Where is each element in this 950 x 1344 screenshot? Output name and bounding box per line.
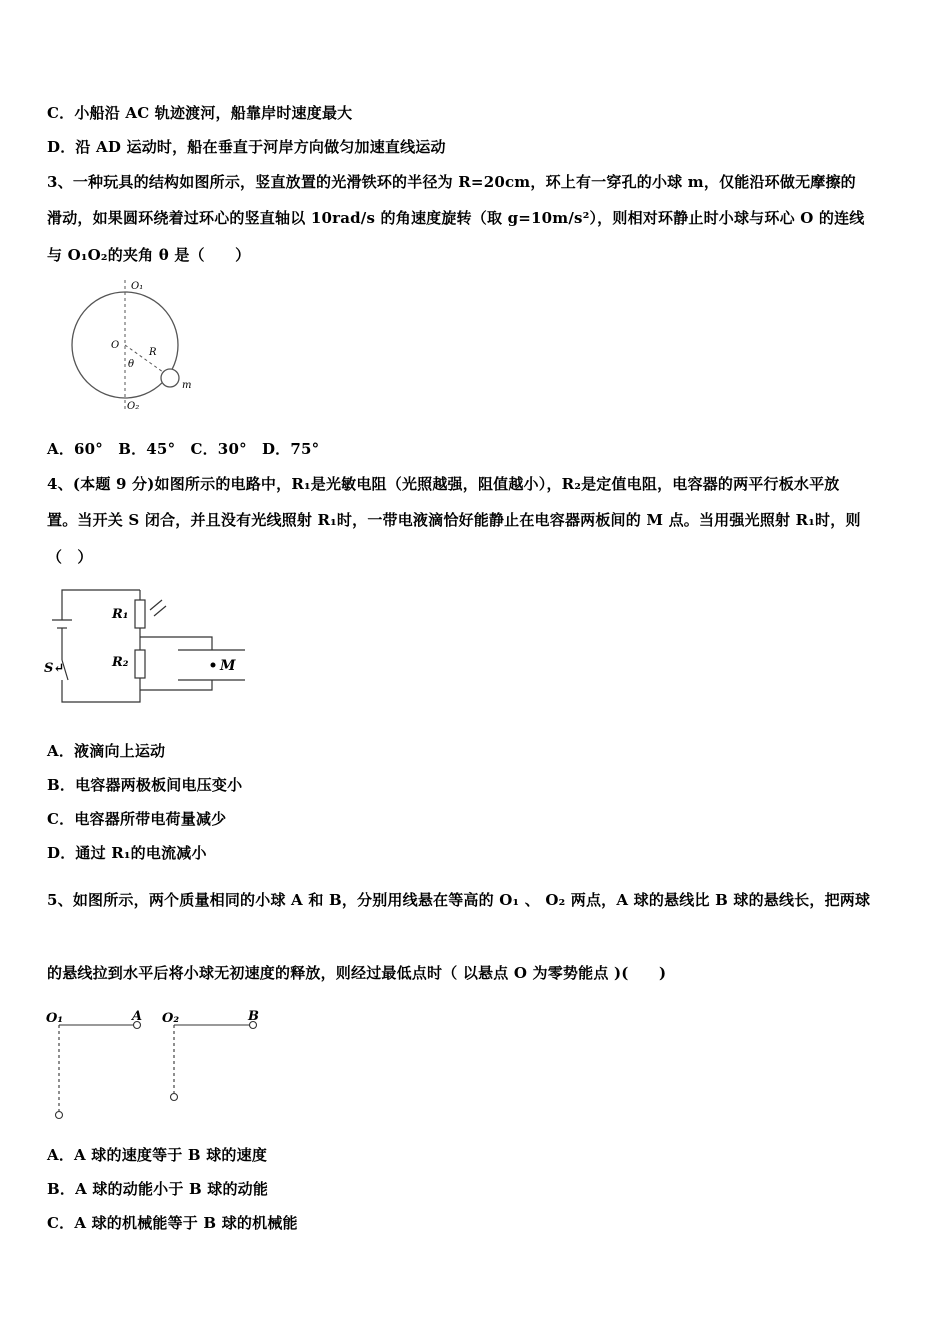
o-label: O	[111, 340, 120, 351]
o2-label: O₂	[162, 1011, 180, 1026]
b-label: B	[248, 1009, 259, 1024]
q2-option-d: D．沿 AD 运动时，船在垂直于河岸方向做匀加速直线运动	[47, 138, 446, 156]
q4-option-a: A．液滴向上运动	[47, 742, 166, 760]
q2-option-c: C．小船沿 AC 轨迹渡河，船靠岸时速度最大	[47, 104, 353, 122]
q4-line-1: 4、(本题 9 分)如图所示的电路中，R₁是光敏电阻（光照越强，阻值越小），R₂是定值电阻，电容器的两平行板水平放	[47, 475, 840, 493]
o1-label: O₁	[46, 1011, 64, 1026]
switch-label: S↵	[44, 661, 65, 676]
q3-line-2: 滑动，如果圆环绕着过环心的竖直轴以 10rad/s 的角速度旋转（取 g=10m/s²），则相对环静止时小球与环心 O 的连线	[47, 209, 865, 227]
q5-line-1: 5、如图所示，两个质量相同的小球 A 和 B，分别用线悬在等高的 O₁ 、 O₂ 两点，A 球的悬线比 B 球的悬线长，把两球	[47, 891, 871, 909]
theta-label: θ	[128, 359, 135, 370]
q4-option-c: C．电容器所带电荷量减少	[47, 810, 227, 828]
r-label: R	[149, 347, 157, 358]
q3-line-1: 3、一种玩具的结构如图所示，竖直放置的光滑铁环的半径为 R=20cm，环上有一穿孔的小球 m，仅能沿环做无摩擦的	[47, 173, 856, 191]
m-point-label: M	[220, 658, 236, 674]
m-label: m	[182, 380, 192, 391]
q4-line-2: 置。当开关 S 闭合，并且没有光线照射 R₁时，一带电液滴恰好能静止在电容器两板间的 M 点。当用强光照射 R₁时，则	[47, 511, 861, 529]
circuit-figure	[40, 580, 260, 710]
q3-options: A．60° B．45° C．30° D．75°	[47, 440, 320, 458]
q4-option-d: D．通过 R₁的电流减小	[47, 844, 207, 862]
q4-line-3: （ ）	[47, 548, 93, 566]
o1-label: O₁	[131, 281, 144, 292]
pendulum-figure	[40, 1005, 280, 1130]
o2-label: O₂	[127, 401, 140, 412]
r1-label: R₁	[112, 607, 129, 622]
r2-label: R₂	[112, 655, 129, 670]
q5-line-2: 的悬线拉到水平后将小球无初速度的释放，则经过最低点时（ 以悬点 O 为零势能点 )( )	[47, 964, 667, 982]
q4-option-b: B．电容器两极板间电压变小	[47, 776, 243, 794]
ring-figure	[65, 275, 200, 415]
q5-option-c: C．A 球的机械能等于 B 球的机械能	[47, 1214, 298, 1232]
q5-option-b: B．A 球的动能小于 B 球的动能	[47, 1180, 269, 1198]
a-label: A	[132, 1009, 143, 1024]
q3-line-3: 与 O₁O₂的夹角 θ 是（ ）	[47, 246, 251, 264]
q5-option-a: A．A 球的速度等于 B 球的速度	[47, 1146, 268, 1164]
